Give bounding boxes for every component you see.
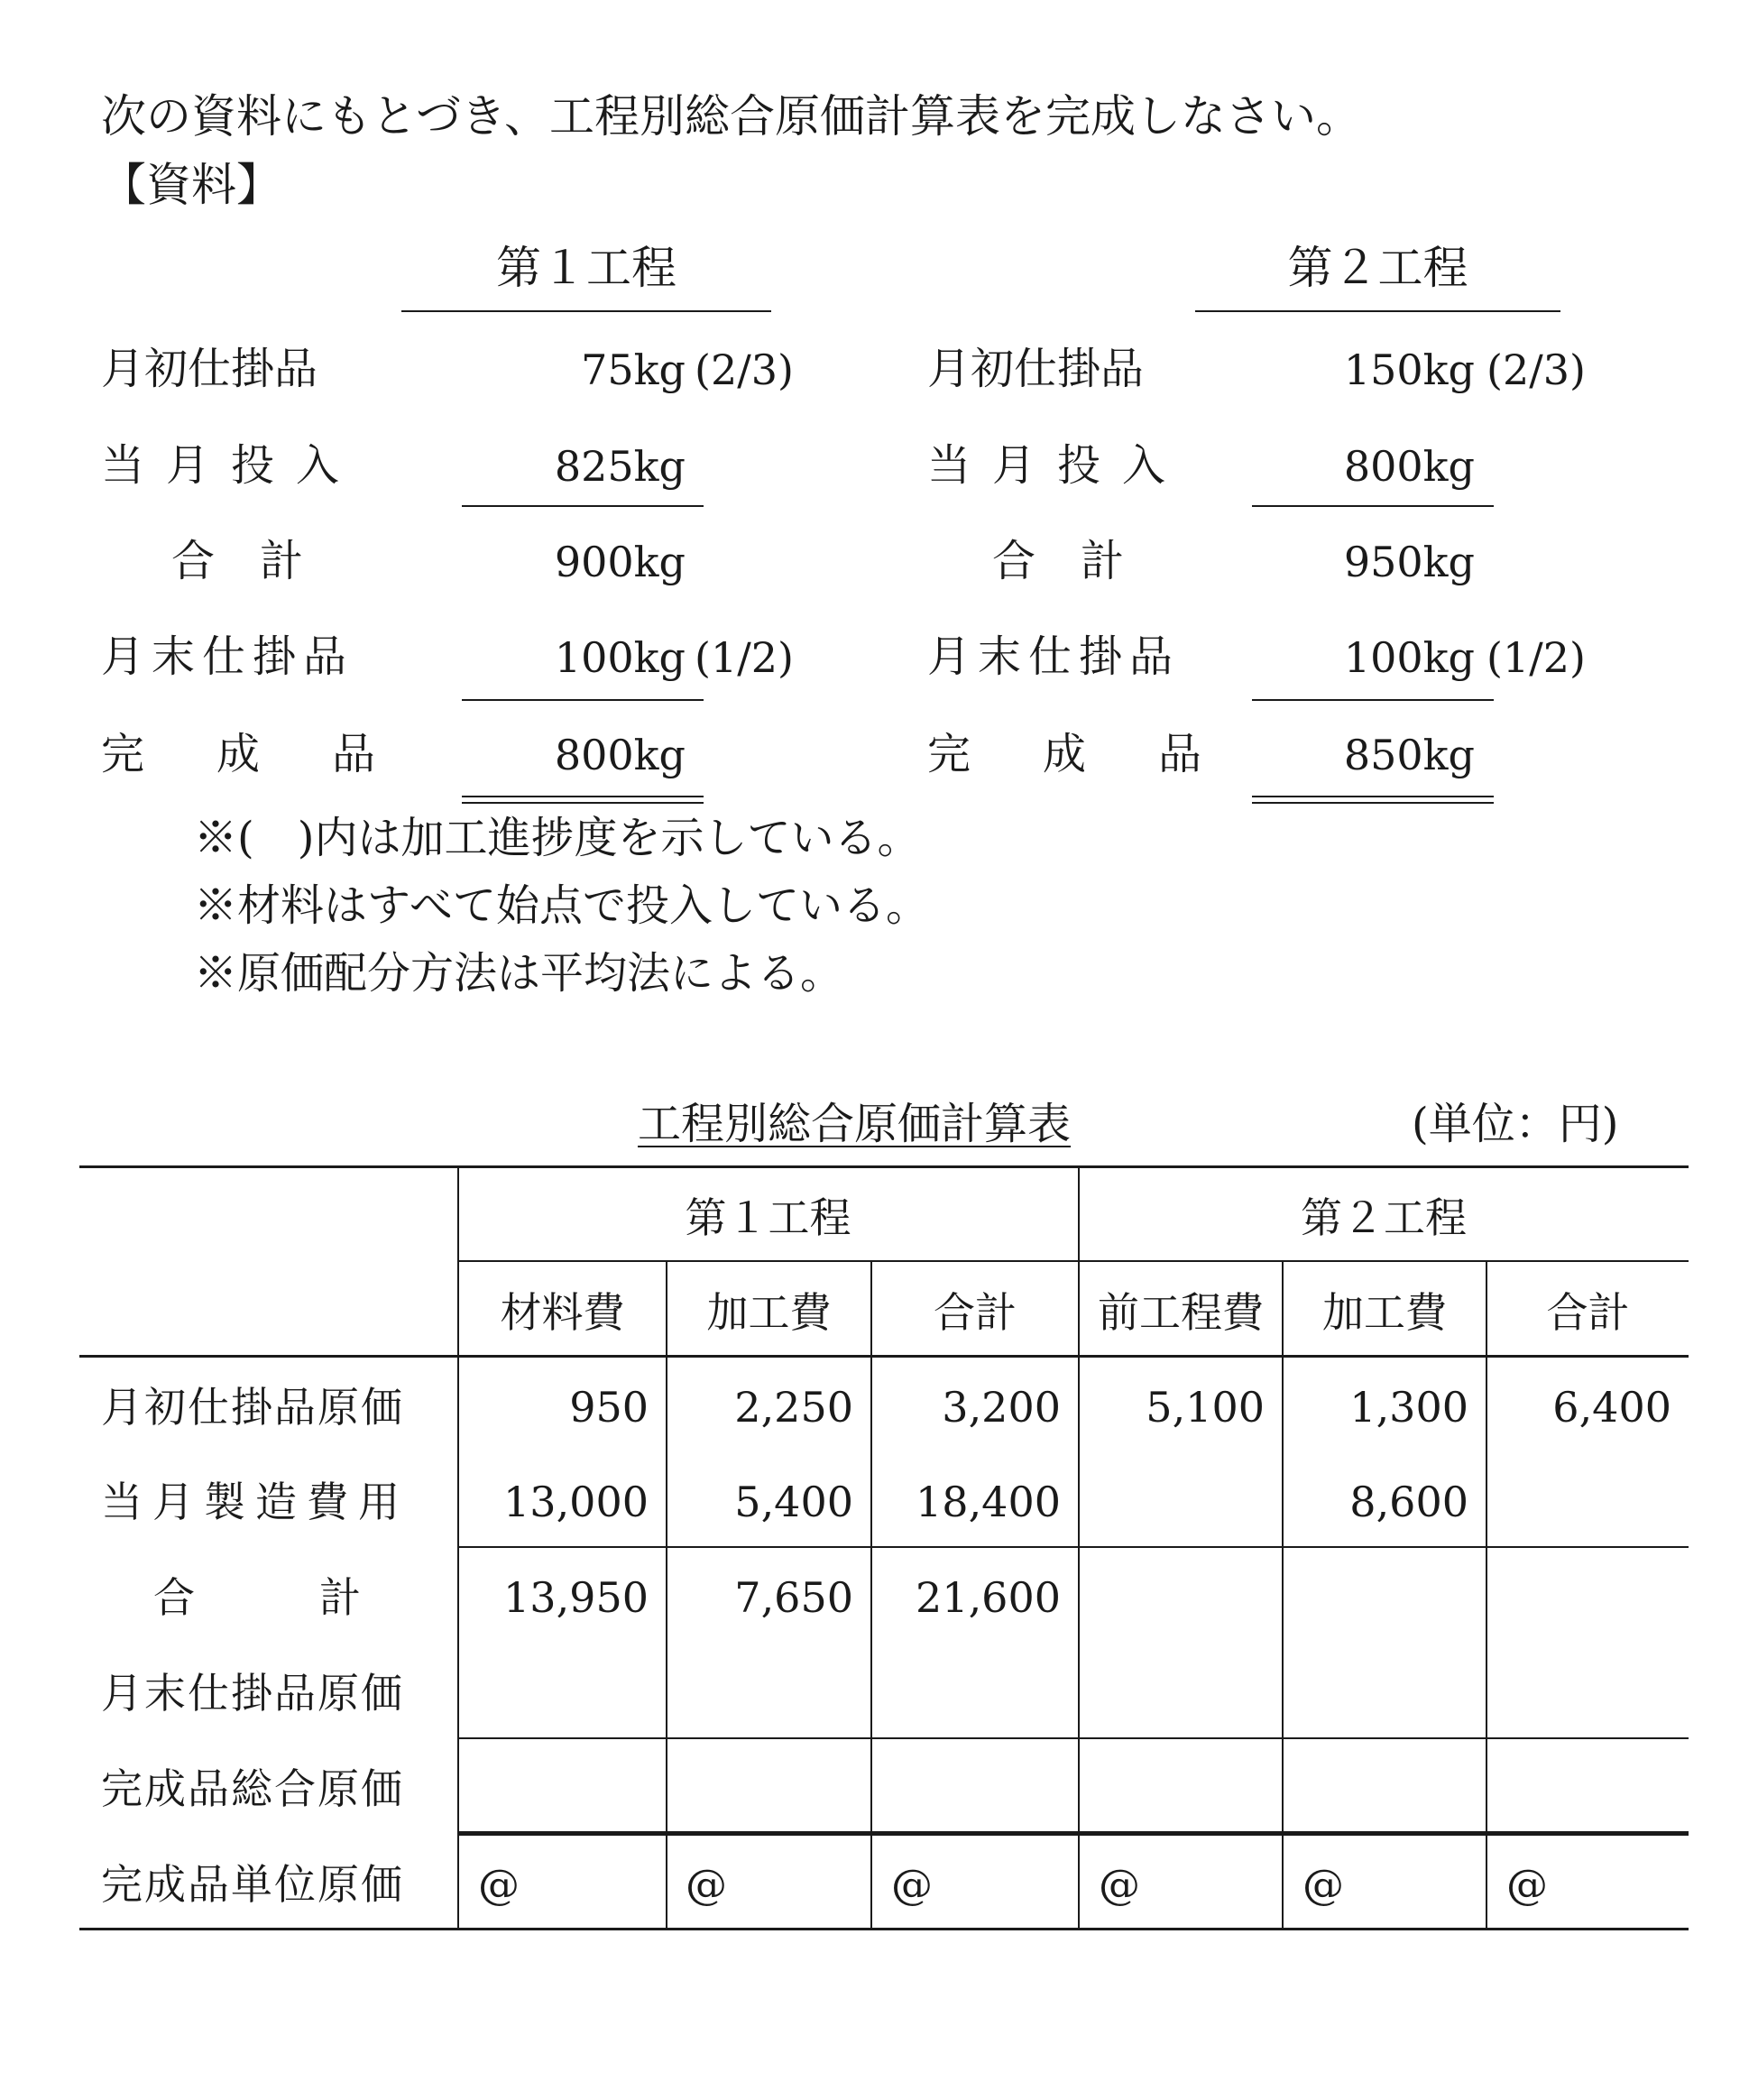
p2-label-total xyxy=(992,536,1170,586)
p2-label-closing-text: 月末仕掛品 xyxy=(927,631,1181,682)
p1-label-completed xyxy=(101,729,448,779)
p2-label-input-text: 当月投入 xyxy=(927,440,1188,491)
p1-qty-total: 900kg xyxy=(554,538,686,586)
cell-current-total1: 18,400 xyxy=(916,1478,1061,1526)
p2-subtotal-line xyxy=(1252,505,1494,507)
cell-opening-conversion1: 2,250 xyxy=(734,1383,853,1432)
p1-qty-closing: 100kg xyxy=(554,633,686,682)
process2-title: 第２工程 xyxy=(1287,242,1468,294)
p1-label-opening-text: 月初仕掛品 xyxy=(101,344,318,394)
p2-label-completed xyxy=(927,729,1275,779)
note-material: ※材料はすべて始点で投入している。 xyxy=(194,880,930,931)
p1-label-opening xyxy=(101,344,381,394)
p2-label-opening-text: 月初仕掛品 xyxy=(927,344,1145,394)
p2-completed-line xyxy=(1252,699,1494,701)
table-sub-total2: 合計 xyxy=(1546,1288,1630,1337)
table-unit: (単位：円) xyxy=(1412,1099,1619,1149)
p2-double-line xyxy=(1252,796,1494,804)
p2-label-total-text: 合計 xyxy=(992,536,1170,586)
cell-total-conversion1: 7,650 xyxy=(734,1573,853,1622)
cell-opening-prior: 5,100 xyxy=(1146,1383,1265,1432)
p1-subtotal-line xyxy=(462,505,704,507)
table-sub-conversion2: 加工費 xyxy=(1322,1288,1447,1337)
row-label-completed-total: 完成品総合原価 xyxy=(101,1764,404,1813)
cell-current-conversion1: 5,400 xyxy=(734,1478,853,1526)
cell-unit-total2[interactable]: @ xyxy=(1506,1860,1548,1909)
table-sub-prior: 前工程費 xyxy=(1098,1288,1264,1337)
table-closing-line xyxy=(458,1737,1689,1739)
instruction-text: 次の資料にもとづき、工程別総合原価計算表を完成しなさい。 xyxy=(101,90,1361,143)
row-label-total: 合 計 xyxy=(153,1573,361,1622)
p2-label-opening xyxy=(927,344,1145,394)
p2-qty-opening: 150kg xyxy=(1343,345,1475,394)
table-bottom-border xyxy=(79,1928,1689,1930)
row-label-unit-cost: 完成品単位原価 xyxy=(101,1860,404,1909)
cell-unit-prior[interactable]: @ xyxy=(1099,1860,1140,1909)
p1-double-line xyxy=(462,796,704,804)
p2-qty-input: 800kg xyxy=(1343,442,1475,491)
cell-unit-conversion2[interactable]: @ xyxy=(1302,1860,1344,1909)
p2-qty-total: 950kg xyxy=(1343,538,1475,586)
table-vline-label xyxy=(457,1165,459,1929)
p1-completed-line xyxy=(462,699,704,701)
cell-opening-total2: 6,400 xyxy=(1552,1383,1671,1432)
p1-label-total xyxy=(171,536,349,586)
table-group-process1: 第１工程 xyxy=(685,1193,851,1242)
table-vline-4 xyxy=(1282,1261,1284,1929)
table-title: 工程別総合原価計算表 xyxy=(638,1099,1072,1149)
table-sub-material: 材料費 xyxy=(500,1288,625,1337)
cell-opening-material: 950 xyxy=(569,1383,649,1432)
table-header-divider xyxy=(458,1260,1689,1262)
table-vline-group xyxy=(1078,1165,1080,1929)
p2-qty-completed: 850kg xyxy=(1343,731,1475,779)
p1-note-closing: (1/2) xyxy=(695,633,794,682)
p1-label-input-text: 当月投入 xyxy=(101,440,362,491)
row-label-opening: 月初仕掛品原価 xyxy=(101,1383,404,1432)
p1-label-total-text: 合計 xyxy=(171,536,349,586)
table-top-border xyxy=(79,1165,1689,1168)
p1-label-completed-text: 完成品 xyxy=(101,729,448,779)
p1-qty-completed: 800kg xyxy=(554,731,686,779)
table-sub-total1: 合計 xyxy=(934,1288,1017,1337)
cell-opening-total1: 3,200 xyxy=(942,1383,1061,1432)
table-sub-conversion1: 加工費 xyxy=(706,1288,832,1337)
p2-label-closing xyxy=(927,631,1181,682)
p2-qty-closing: 100kg xyxy=(1343,633,1475,682)
p1-qty-opening: 75kg xyxy=(581,345,686,394)
p1-note-opening: (2/3) xyxy=(695,345,794,394)
table-subtotal-line xyxy=(458,1546,1689,1548)
table-thick-line xyxy=(458,1831,1689,1836)
cell-current-conversion2: 8,600 xyxy=(1349,1478,1468,1526)
cell-unit-total1[interactable]: @ xyxy=(891,1860,933,1909)
p2-label-completed-text: 完成品 xyxy=(927,729,1275,779)
p1-label-closing-text: 月末仕掛品 xyxy=(101,631,354,682)
p2-label-input xyxy=(927,440,1188,491)
cell-opening-conversion2: 1,300 xyxy=(1349,1383,1468,1432)
cell-unit-conversion1[interactable]: @ xyxy=(686,1860,727,1909)
p1-label-input xyxy=(101,440,381,491)
table-vline-5 xyxy=(1486,1261,1487,1929)
row-label-current: 当月製造費用 xyxy=(101,1478,410,1526)
p2-note-opening: (2/3) xyxy=(1486,345,1586,394)
cell-current-material: 13,000 xyxy=(503,1478,649,1526)
note-method: ※原価配分方法は平均法による。 xyxy=(194,948,844,999)
row-label-closing: 月末仕掛品原価 xyxy=(101,1669,404,1718)
process1-title: 第１工程 xyxy=(496,242,677,294)
cell-unit-material[interactable]: @ xyxy=(478,1860,520,1909)
p2-note-closing: (1/2) xyxy=(1486,633,1586,682)
table-header-bottom xyxy=(79,1355,1689,1358)
process1-title-underline xyxy=(401,310,771,312)
table-group-process2: 第２工程 xyxy=(1301,1193,1467,1242)
note-progress: ※( )内は加工進捗度を示している。 xyxy=(194,813,921,863)
process2-title-underline xyxy=(1195,310,1560,312)
p1-qty-input: 825kg xyxy=(554,442,686,491)
material-heading: 【資料】 xyxy=(101,159,281,211)
cell-total-total1: 21,600 xyxy=(916,1573,1061,1622)
cell-total-material: 13,950 xyxy=(503,1573,649,1622)
p1-label-closing xyxy=(101,631,354,682)
